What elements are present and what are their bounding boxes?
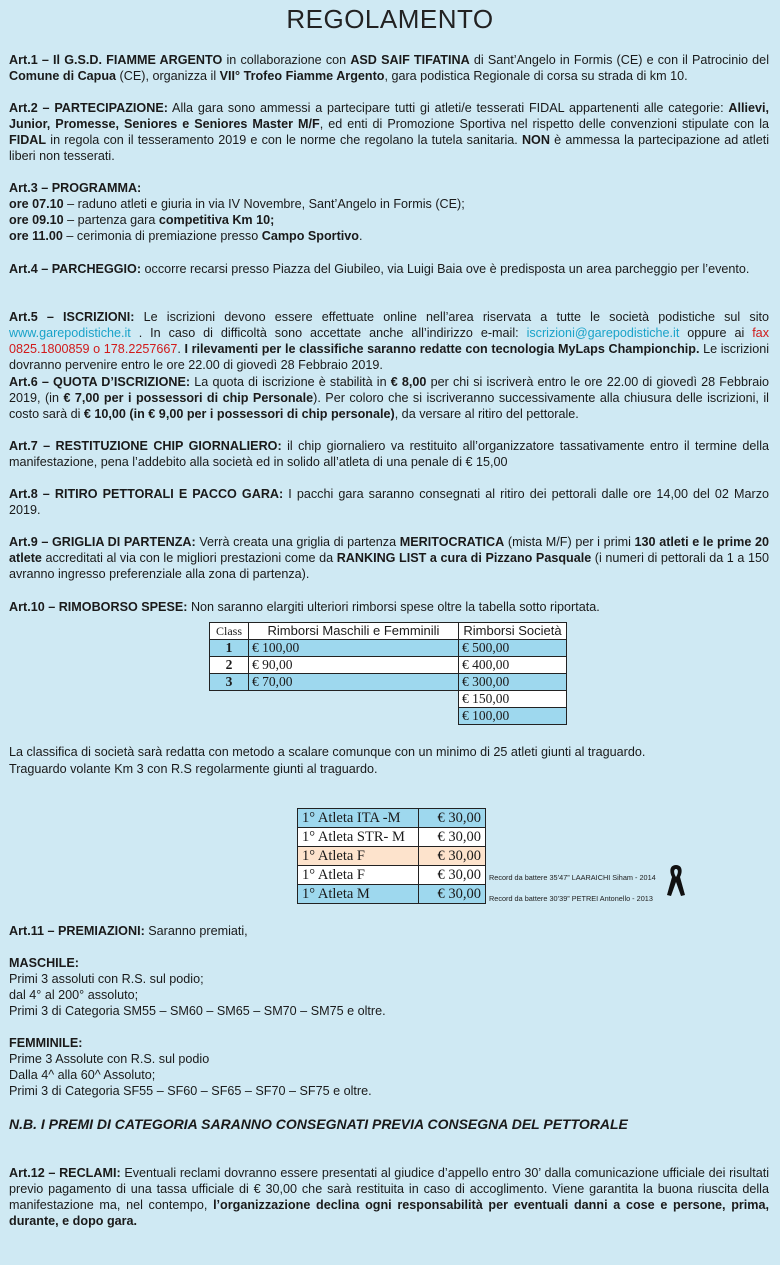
record-maschile: Record da battere 30’39” PETREI Antonello - 2013 xyxy=(489,894,653,903)
table-row: 2 € 90,00 € 400,00 xyxy=(210,657,567,674)
article-2: Art.2 – PARTECIPAZIONE: Alla gara sono ammessi a partecipare tutti gi atleti/e tesserati FIDAL appartenenti alle categorie: Allievi, Junior, Promesse, Seniores e Seniores Master M/F, ed enti di Promozione Sportiva nel rispetto delle convenzioni stipulate con la FIDAL in regola con il tesseramento 2019 e con le norme che regolano la tutela sanitaria. NON è ammessa la partecipazione ad atleti liberi non tesserati. xyxy=(9,101,769,163)
table-header-row xyxy=(210,623,567,640)
list-item: dal 4° al 200° assoluto; xyxy=(9,988,139,1002)
header-class: Class xyxy=(210,623,249,640)
article-9: Art.9 – GRIGLIA DI PARTENZA: Verrà creata una griglia di partenza MERITOCRATICA (mista M/F) per i primi 130 atleti e le prime 20 atlete accreditati al via con le migliori prestazioni come da RANKING LIST a cura di Pizzano Pasquale (i numeri di pettorali da 1 a 150 avranno ingresso preferenziale alla zona di partenza). xyxy=(9,535,769,581)
email-link[interactable]: iscrizioni@garepodistiche.it xyxy=(526,326,680,340)
table-row: 3 € 70,00 € 300,00 xyxy=(210,674,567,691)
record-femminile: Record da battere 35’47” LAARAICHI Siham - 2014 xyxy=(489,873,656,882)
article-4: Art.4 – PARCHEGGIO: occorre recarsi presso Piazza del Giubileo, via Luigi Baia ove è predisposta un area parcheggio per l’evento. xyxy=(9,262,750,276)
article-5: Art.5 – ISCRIZIONI: Le iscrizioni devono essere effettuate online nell’area riservata a tutte le società podistiche sul sito www.garepodistiche.it . In caso di difficoltà sono accettate anche all’indirizzo e-mail: iscrizioni@garepodistiche.it oppure ai fax 0825.1800859 o 178.2257667. I rilevamenti per le classifiche saranno redatte con tecnologia MyLaps Championchip. Le iscrizioni dovranno pervenire entro le ore 22.00 di giovedì 28 Febbraio 2019. xyxy=(9,310,770,372)
article-1: Art.1 – Il G.S.D. FIAMME ARGENTO in collaborazione con ASD SAIF TIFATINA di Sant’Angelo in Formis (CE) e con il Patrocinio del Comune di Capua (CE), organizza il VII° Trofeo Fiamme Argento, gara podistica Regionale di corsa su strada di km 10. xyxy=(9,53,769,83)
list-item: Dalla 4^ alla 60^ Assoluto; xyxy=(9,1068,156,1082)
maschile-section: MASCHILE: Primi 3 assoluti con R.S. sul podio; dal 4° al 200° assoluto; Primi 3 di Categoria SM55 – SM60 – SM65 – SM70 – SM75 e oltre. xyxy=(9,956,386,1018)
list-item: Primi 3 di Categoria SM55 – SM60 – SM65 – SM70 – SM75 e oltre. xyxy=(9,1004,386,1018)
table-row: 1 € 100,00 € 500,00 xyxy=(210,640,567,657)
site-link[interactable]: www.garepodistiche.it xyxy=(9,326,131,340)
article-11: Art.11 – PREMIAZIONI: Saranno premiati, xyxy=(9,924,248,938)
table-row: € 150,00 xyxy=(210,691,567,708)
table-row: 1° Atleta F € 30,00 xyxy=(298,847,486,866)
article-3: Art.3 – PROGRAMMA: ore 07.10 – raduno atleti e giuria in via IV Novembre, Sant’Angelo in Formis (CE); ore 09.10 – partenza gara competitiva Km 10; ore 11.00 – cerimonia di premiazione presso Campo Sportivo. xyxy=(9,181,465,243)
list-item: Prime 3 Assolute con R.S. sul podio xyxy=(9,1052,210,1066)
header-rimborsi-societa: Rimborsi Società xyxy=(459,623,567,640)
rimborsi-table xyxy=(209,622,567,725)
article-6: Art.6 – QUOTA D’ISCRIZIONE: La quota di iscrizione è stabilità in € 8,00 per chi si iscriverà entro le ore 22.00 di giovedì 28 Febbraio 2019, (in € 7,00 per i possessori di chip Personale). Per coloro che si iscriveranno successivamente alla chiusura delle iscrizioni, il costo sarà di € 10,00 (in € 9,00 per i possessori di chip personale), da versare al ritiro del pettorale. xyxy=(9,375,770,421)
article-7: Art.7 – RESTITUZIONE CHIP GIORNALIERO: il chip giornaliero va restituito all’organizzatore tassativamente entro il termine della manifestazione, pena l’addebito alla società ed in solido all’atleta di una penale di € 15,00 xyxy=(9,439,769,469)
table-row: € 100,00 xyxy=(210,708,567,725)
traguardo-volante-note: Traguardo volante Km 3 con R.S regolarmente giunti al traguardo. xyxy=(9,762,378,776)
classifica-note: La classifica di società sarà redatta con metodo a scalare comunque con un minimo di 25 atleti giunti al traguardo. xyxy=(9,745,646,759)
page-title: REGOLAMENTO xyxy=(286,4,494,34)
table-row: 1° Atleta F € 30,00 xyxy=(298,866,486,885)
traguardo-table xyxy=(297,808,486,904)
list-item: Primi 3 di Categoria SF55 – SF60 – SF65 – SF70 – SF75 e oltre. xyxy=(9,1084,372,1098)
header-rimborsi-mf: Rimborsi Maschili e Femminili xyxy=(249,623,459,640)
nota-bene: N.B. I PREMI DI CATEGORIA SARANNO CONSEGNATI PREVIA CONSEGNA DEL PETTORALE xyxy=(9,1116,628,1132)
table-row: 1° Atleta ITA -M € 30,00 xyxy=(298,809,486,828)
article-10: Art.10 – RIMOBORSO SPESE: Non saranno elargiti ulteriori rimborsi spese oltre la tabella sotto riportata. xyxy=(9,600,600,614)
list-item: Primi 3 assoluti con R.S. sul podio; xyxy=(9,972,204,986)
article-12: Art.12 – RECLAMI: Eventuali reclami dovranno essere presentati al giudice d’appello entro 30’ dalla comunicazione ufficiale dei risultati previo pagamento di una tassa ufficiale di € 30,00 che sarà restituita in caso di accoglimento. Viene garantita la buona riuscita della manifestazione ma, nel contempo, l’organizzazione declina ogni responsabilità per eventuali danni a cose e persone, prima, durante, e dopo gara. xyxy=(9,1166,769,1228)
article-8: Art.8 – RITIRO PETTORALI E PACCO GARA: I pacchi gara saranno consegnati al ritiro dei pettorali dalle ore 14,00 del 02 Marzo 2019. xyxy=(9,487,769,517)
table-row: 1° Atleta M € 30,00 xyxy=(298,885,486,904)
fax-number: fax 0825.1800859 o 178.2257667 xyxy=(9,326,769,356)
femminile-section: FEMMINILE: Prime 3 Assolute con R.S. sul podio Dalla 4^ alla 60^ Assoluto; Primi 3 di Categoria SF55 – SF60 – SF65 – SF70 – SF75 e oltre. xyxy=(9,1036,372,1098)
table-row: 1° Atleta STR- M € 30,00 xyxy=(298,828,486,847)
memorial-ribbon-icon xyxy=(665,862,687,898)
